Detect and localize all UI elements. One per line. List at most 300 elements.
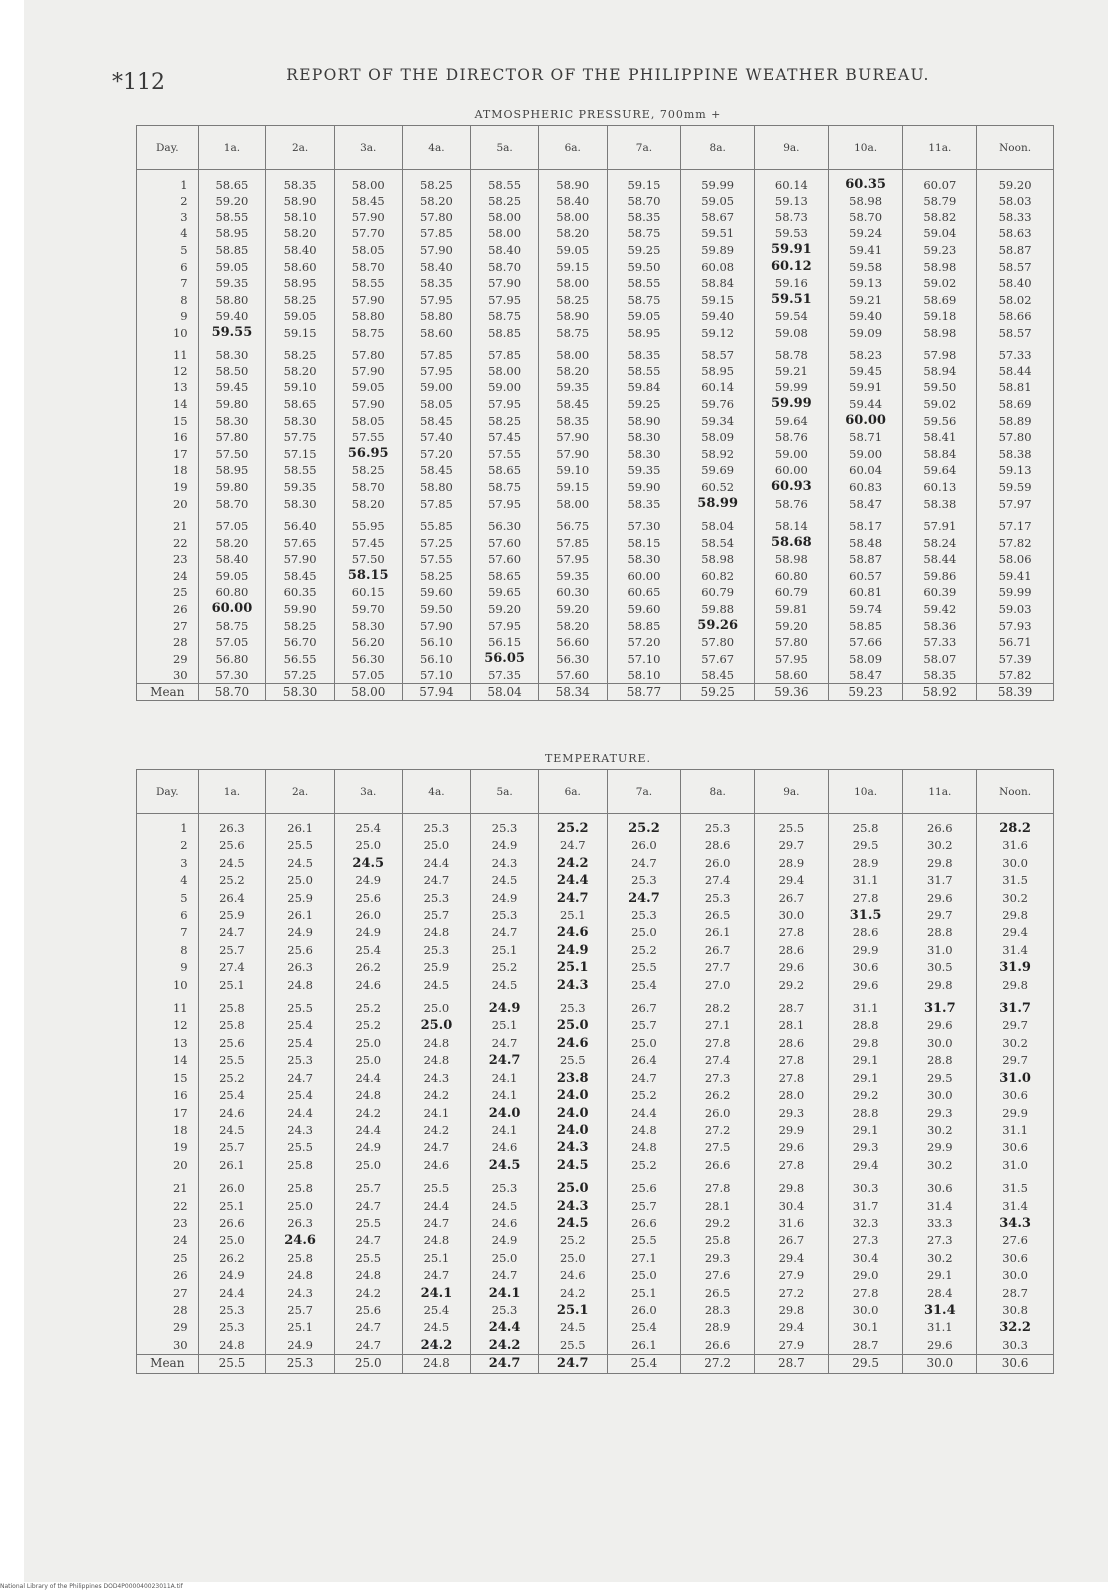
value-cell: 58.30 bbox=[198, 341, 266, 363]
value-cell: 58.45 bbox=[681, 667, 755, 684]
value-cell: 31.6 bbox=[755, 1215, 829, 1232]
value-cell: 57.05 bbox=[198, 634, 266, 650]
value-cell: 25.2 bbox=[607, 942, 681, 959]
value-cell: 56.70 bbox=[266, 634, 335, 650]
hour-column-header: 7a. bbox=[607, 126, 681, 170]
day-cell: 3 bbox=[137, 209, 199, 225]
value-cell: 58.04 bbox=[681, 512, 755, 534]
table-row bbox=[137, 1087, 1054, 1104]
page-number: *112 bbox=[112, 70, 165, 95]
value-cell: 58.60 bbox=[266, 258, 335, 275]
table-row bbox=[137, 395, 1054, 412]
hour-column-header: Noon. bbox=[977, 770, 1054, 814]
day-cell: 23 bbox=[137, 551, 199, 567]
table-row bbox=[137, 495, 1054, 512]
value-cell: 28.0 bbox=[755, 1087, 829, 1104]
value-cell: 58.30 bbox=[607, 445, 681, 462]
value-cell: 59.21 bbox=[828, 291, 903, 308]
value-cell: 25.5 bbox=[334, 1215, 402, 1232]
value-cell: 25.4 bbox=[402, 1302, 471, 1319]
value-cell: 31.1 bbox=[977, 1122, 1054, 1139]
extreme-value: 24.1 bbox=[420, 1285, 453, 1301]
value-cell: 29.1 bbox=[903, 1267, 977, 1284]
value-cell bbox=[538, 1017, 607, 1034]
value-cell: 30.4 bbox=[828, 1250, 903, 1267]
value-cell: 25.0 bbox=[538, 1250, 607, 1267]
table-row bbox=[137, 1319, 1054, 1336]
value-cell: 58.35 bbox=[402, 275, 471, 291]
extreme-value: 24.5 bbox=[556, 1157, 589, 1173]
value-cell: 58.57 bbox=[681, 341, 755, 363]
value-cell: 58.00 bbox=[538, 275, 607, 291]
value-cell: 24.7 bbox=[402, 1139, 471, 1156]
value-cell: 25.4 bbox=[334, 942, 402, 959]
value-cell: 59.24 bbox=[828, 225, 903, 241]
value-cell: 26.6 bbox=[607, 1215, 681, 1232]
value-cell: 24.1 bbox=[471, 1087, 539, 1104]
value-cell: 26.6 bbox=[681, 1157, 755, 1174]
value-cell: 25.0 bbox=[607, 1267, 681, 1284]
value-cell: 27.6 bbox=[977, 1232, 1054, 1249]
day-cell: 30 bbox=[137, 1337, 199, 1355]
value-cell: 59.50 bbox=[607, 258, 681, 275]
table-row bbox=[137, 241, 1054, 258]
value-cell: 59.13 bbox=[828, 275, 903, 291]
day-cell: 23 bbox=[137, 1215, 199, 1232]
value-cell: 25.7 bbox=[402, 907, 471, 924]
table-row bbox=[137, 258, 1054, 275]
value-cell: 30.0 bbox=[977, 1267, 1054, 1284]
value-cell: 25.7 bbox=[198, 1139, 266, 1156]
value-cell: 24.5 bbox=[402, 977, 471, 994]
value-cell: 27.8 bbox=[681, 1174, 755, 1197]
value-cell: 26.0 bbox=[681, 855, 755, 872]
value-cell: 60.79 bbox=[681, 584, 755, 600]
hour-column-header: 7a. bbox=[607, 770, 681, 814]
value-cell bbox=[755, 258, 829, 275]
day-cell: 15 bbox=[137, 1070, 199, 1087]
value-cell bbox=[903, 994, 977, 1017]
mean-value: 29.5 bbox=[828, 1355, 903, 1373]
value-cell: 25.8 bbox=[266, 1157, 335, 1174]
extreme-value: 25.0 bbox=[420, 1018, 453, 1034]
value-cell: 58.05 bbox=[334, 241, 402, 258]
extreme-value: 24.7 bbox=[556, 890, 589, 906]
day-cell: 12 bbox=[137, 1017, 199, 1034]
value-cell: 24.7 bbox=[471, 924, 539, 941]
value-cell: 25.4 bbox=[334, 814, 402, 838]
value-cell: 58.38 bbox=[903, 495, 977, 512]
value-cell: 28.9 bbox=[755, 855, 829, 872]
value-cell: 29.6 bbox=[755, 959, 829, 976]
value-cell: 29.7 bbox=[977, 1052, 1054, 1069]
value-cell: 29.4 bbox=[755, 1250, 829, 1267]
value-cell: 24.7 bbox=[334, 1198, 402, 1215]
value-cell: 59.69 bbox=[681, 462, 755, 478]
value-cell bbox=[828, 170, 903, 194]
value-cell: 24.6 bbox=[334, 977, 402, 994]
table-row bbox=[137, 170, 1054, 194]
day-cell: 29 bbox=[137, 1319, 199, 1336]
value-cell: 59.80 bbox=[198, 395, 266, 412]
value-cell: 31.4 bbox=[903, 1198, 977, 1215]
hour-column-header: 8a. bbox=[681, 770, 755, 814]
value-cell: 57.60 bbox=[538, 667, 607, 684]
value-cell: 58.25 bbox=[266, 341, 335, 363]
value-cell: 25.4 bbox=[266, 1087, 335, 1104]
value-cell: 25.5 bbox=[266, 837, 335, 854]
value-cell bbox=[471, 1105, 539, 1122]
table-row bbox=[137, 994, 1054, 1017]
value-cell: 58.80 bbox=[402, 308, 471, 324]
value-cell: 58.75 bbox=[538, 324, 607, 341]
day-cell: 18 bbox=[137, 1122, 199, 1139]
value-cell: 58.36 bbox=[903, 617, 977, 634]
temperature-header-row bbox=[137, 770, 1054, 814]
value-cell: 57.35 bbox=[471, 667, 539, 684]
value-cell: 25.1 bbox=[471, 1017, 539, 1034]
value-cell: 59.00 bbox=[402, 379, 471, 395]
value-cell: 58.44 bbox=[903, 551, 977, 567]
value-cell: 24.2 bbox=[402, 1087, 471, 1104]
value-cell: 24.7 bbox=[198, 924, 266, 941]
value-cell: 25.1 bbox=[266, 1319, 335, 1336]
day-cell: 25 bbox=[137, 1250, 199, 1267]
value-cell: 58.15 bbox=[607, 534, 681, 551]
hour-column-header: 4a. bbox=[402, 126, 471, 170]
value-cell: 58.45 bbox=[402, 462, 471, 478]
value-cell: 25.6 bbox=[607, 1174, 681, 1197]
value-cell: 57.50 bbox=[334, 551, 402, 567]
mean-value bbox=[538, 1355, 607, 1373]
value-cell: 28.8 bbox=[828, 1105, 903, 1122]
table-row bbox=[137, 379, 1054, 395]
value-cell: 57.50 bbox=[198, 445, 266, 462]
value-cell: 24.4 bbox=[334, 1070, 402, 1087]
extreme-value: 24.5 bbox=[488, 1157, 521, 1173]
hour-column-header: 2a. bbox=[266, 126, 335, 170]
day-cell: 7 bbox=[137, 924, 199, 941]
table-row bbox=[137, 308, 1054, 324]
value-cell: 58.47 bbox=[828, 667, 903, 684]
value-cell: 57.20 bbox=[607, 634, 681, 650]
day-cell: 21 bbox=[137, 512, 199, 534]
mean-value: 59.23 bbox=[828, 684, 903, 701]
table-row bbox=[137, 1285, 1054, 1302]
value-cell bbox=[538, 855, 607, 872]
value-cell: 31.7 bbox=[828, 1198, 903, 1215]
pressure-header-row bbox=[137, 126, 1054, 170]
day-cell: 10 bbox=[137, 324, 199, 341]
extreme-value: 60.93 bbox=[771, 479, 812, 494]
value-cell: 59.15 bbox=[538, 478, 607, 495]
value-cell: 60.83 bbox=[828, 478, 903, 495]
value-cell bbox=[334, 445, 402, 462]
value-cell: 31.0 bbox=[977, 1157, 1054, 1174]
value-cell: 29.8 bbox=[977, 907, 1054, 924]
value-cell: 57.90 bbox=[334, 209, 402, 225]
day-cell: 6 bbox=[137, 907, 199, 924]
value-cell: 24.7 bbox=[607, 1070, 681, 1087]
mean-value: 25.5 bbox=[198, 1355, 266, 1373]
value-cell: 58.40 bbox=[977, 275, 1054, 291]
extreme-value: 24.3 bbox=[556, 1198, 589, 1214]
value-cell: 58.71 bbox=[828, 429, 903, 445]
value-cell: 26.5 bbox=[681, 907, 755, 924]
value-cell: 24.5 bbox=[538, 1319, 607, 1336]
extreme-value: 24.6 bbox=[556, 925, 589, 941]
value-cell: 58.45 bbox=[266, 567, 335, 584]
value-cell: 58.47 bbox=[828, 495, 903, 512]
value-cell: 59.02 bbox=[903, 275, 977, 291]
value-cell: 57.20 bbox=[402, 445, 471, 462]
value-cell: 59.15 bbox=[681, 291, 755, 308]
value-cell bbox=[334, 855, 402, 872]
mean-value: 59.36 bbox=[755, 684, 829, 701]
value-cell: 60.14 bbox=[681, 379, 755, 395]
value-cell: 29.8 bbox=[903, 855, 977, 872]
table-row bbox=[137, 1215, 1054, 1232]
mean-value: 57.94 bbox=[402, 684, 471, 701]
table-row bbox=[137, 977, 1054, 994]
value-cell: 58.70 bbox=[334, 478, 402, 495]
value-cell: 58.79 bbox=[903, 193, 977, 209]
value-cell: 59.05 bbox=[607, 308, 681, 324]
day-cell: 30 bbox=[137, 667, 199, 684]
value-cell: 59.65 bbox=[471, 584, 539, 600]
value-cell: 24.5 bbox=[471, 1198, 539, 1215]
table-row bbox=[137, 814, 1054, 838]
value-cell: 58.44 bbox=[977, 363, 1054, 379]
value-cell: 60.82 bbox=[681, 567, 755, 584]
day-cell: 24 bbox=[137, 1232, 199, 1249]
table-row bbox=[137, 429, 1054, 445]
value-cell: 29.6 bbox=[755, 1139, 829, 1156]
day-cell: 27 bbox=[137, 617, 199, 634]
mean-label: Mean bbox=[137, 684, 199, 701]
value-cell: 57.95 bbox=[538, 551, 607, 567]
value-cell: 30.1 bbox=[828, 1319, 903, 1336]
value-cell: 59.35 bbox=[538, 567, 607, 584]
value-cell: 30.2 bbox=[903, 1157, 977, 1174]
value-cell: 25.3 bbox=[402, 942, 471, 959]
value-cell: 57.95 bbox=[471, 395, 539, 412]
value-cell bbox=[538, 942, 607, 959]
value-cell: 58.55 bbox=[607, 275, 681, 291]
value-cell: 60.07 bbox=[903, 170, 977, 194]
value-cell: 58.20 bbox=[334, 495, 402, 512]
value-cell: 24.9 bbox=[198, 1267, 266, 1284]
mean-value: 27.2 bbox=[681, 1355, 755, 1373]
value-cell bbox=[538, 1198, 607, 1215]
value-cell: 58.38 bbox=[977, 445, 1054, 462]
hour-column-header: 3a. bbox=[334, 770, 402, 814]
table-row bbox=[137, 1070, 1054, 1087]
value-cell: 25.7 bbox=[607, 1198, 681, 1215]
value-cell bbox=[471, 1052, 539, 1069]
value-cell: 59.58 bbox=[828, 258, 903, 275]
value-cell: 27.6 bbox=[681, 1267, 755, 1284]
value-cell: 59.91 bbox=[828, 379, 903, 395]
value-cell: 24.2 bbox=[538, 1285, 607, 1302]
day-cell: 22 bbox=[137, 534, 199, 551]
table-row bbox=[137, 1198, 1054, 1215]
table-row bbox=[137, 1250, 1054, 1267]
value-cell: 28.7 bbox=[828, 1337, 903, 1355]
value-cell: 58.40 bbox=[198, 551, 266, 567]
hour-column-header: 5a. bbox=[471, 770, 539, 814]
value-cell: 59.10 bbox=[538, 462, 607, 478]
value-cell: 58.50 bbox=[198, 363, 266, 379]
value-cell: 24.3 bbox=[471, 855, 539, 872]
value-cell: 28.2 bbox=[681, 994, 755, 1017]
value-cell: 59.56 bbox=[903, 412, 977, 429]
value-cell: 29.8 bbox=[828, 1035, 903, 1052]
value-cell: 58.45 bbox=[402, 412, 471, 429]
value-cell: 27.3 bbox=[828, 1232, 903, 1249]
value-cell: 25.8 bbox=[266, 1250, 335, 1267]
extreme-value: 24.7 bbox=[628, 890, 660, 906]
value-cell: 27.8 bbox=[755, 924, 829, 941]
value-cell: 26.6 bbox=[198, 1215, 266, 1232]
value-cell: 25.7 bbox=[198, 942, 266, 959]
value-cell: 24.8 bbox=[607, 1139, 681, 1156]
value-cell: 59.20 bbox=[977, 170, 1054, 194]
value-cell: 30.6 bbox=[828, 959, 903, 976]
value-cell: 24.8 bbox=[266, 977, 335, 994]
table-row bbox=[137, 837, 1054, 854]
value-cell: 57.97 bbox=[977, 495, 1054, 512]
value-cell: 57.85 bbox=[538, 534, 607, 551]
value-cell: 60.14 bbox=[755, 170, 829, 194]
value-cell: 59.89 bbox=[681, 241, 755, 258]
value-cell: 57.67 bbox=[681, 650, 755, 667]
value-cell: 25.2 bbox=[607, 1087, 681, 1104]
value-cell: 59.15 bbox=[538, 258, 607, 275]
value-cell: 29.6 bbox=[903, 1017, 977, 1034]
value-cell: 60.00 bbox=[607, 567, 681, 584]
value-cell: 29.0 bbox=[828, 1267, 903, 1284]
value-cell: 30.2 bbox=[903, 1250, 977, 1267]
value-cell: 58.10 bbox=[607, 667, 681, 684]
value-cell: 58.40 bbox=[538, 193, 607, 209]
value-cell: 59.50 bbox=[903, 379, 977, 395]
mean-value: 24.8 bbox=[402, 1355, 471, 1373]
value-cell: 28.8 bbox=[903, 1052, 977, 1069]
value-cell: 58.76 bbox=[755, 495, 829, 512]
value-cell: 58.95 bbox=[266, 275, 335, 291]
value-cell: 24.4 bbox=[334, 1122, 402, 1139]
value-cell bbox=[977, 1319, 1054, 1336]
value-cell: 59.03 bbox=[977, 600, 1054, 617]
value-cell: 25.2 bbox=[198, 872, 266, 889]
table-row bbox=[137, 855, 1054, 872]
value-cell: 29.6 bbox=[828, 977, 903, 994]
value-cell: 24.5 bbox=[198, 855, 266, 872]
value-cell: 27.4 bbox=[681, 1052, 755, 1069]
value-cell: 57.85 bbox=[402, 225, 471, 241]
value-cell: 25.4 bbox=[266, 1035, 335, 1052]
value-cell: 59.05 bbox=[266, 308, 335, 324]
value-cell: 59.53 bbox=[755, 225, 829, 241]
value-cell: 24.8 bbox=[402, 1232, 471, 1249]
value-cell: 24.7 bbox=[402, 872, 471, 889]
day-cell: 26 bbox=[137, 600, 199, 617]
value-cell: 57.90 bbox=[402, 617, 471, 634]
day-cell: 9 bbox=[137, 308, 199, 324]
value-cell: 56.15 bbox=[471, 634, 539, 650]
value-cell: 24.2 bbox=[334, 1105, 402, 1122]
value-cell: 58.98 bbox=[828, 193, 903, 209]
value-cell: 58.09 bbox=[828, 650, 903, 667]
value-cell: 57.25 bbox=[266, 667, 335, 684]
table-row bbox=[137, 872, 1054, 889]
value-cell: 24.4 bbox=[402, 855, 471, 872]
value-cell: 59.35 bbox=[198, 275, 266, 291]
day-cell: 29 bbox=[137, 650, 199, 667]
value-cell: 24.9 bbox=[471, 1232, 539, 1249]
value-cell: 58.35 bbox=[607, 209, 681, 225]
value-cell: 31.1 bbox=[828, 872, 903, 889]
table-row bbox=[137, 1337, 1054, 1355]
value-cell: 31.6 bbox=[977, 837, 1054, 854]
value-cell: 58.73 bbox=[755, 209, 829, 225]
mean-value: 58.34 bbox=[538, 684, 607, 701]
value-cell: 57.90 bbox=[471, 275, 539, 291]
value-cell: 24.9 bbox=[471, 890, 539, 907]
value-cell: 58.30 bbox=[607, 551, 681, 567]
hour-column-header: 11a. bbox=[903, 770, 977, 814]
value-cell: 59.99 bbox=[977, 584, 1054, 600]
extreme-value: 31.0 bbox=[999, 1070, 1031, 1086]
value-cell: 58.25 bbox=[471, 412, 539, 429]
value-cell: 29.5 bbox=[903, 1070, 977, 1087]
value-cell: 26.3 bbox=[198, 814, 266, 838]
extreme-value: 31.4 bbox=[923, 1302, 956, 1318]
day-cell: 17 bbox=[137, 445, 199, 462]
day-cell: 11 bbox=[137, 994, 199, 1017]
value-cell: 24.6 bbox=[402, 1157, 471, 1174]
value-cell: 58.80 bbox=[402, 478, 471, 495]
value-cell: 58.35 bbox=[538, 412, 607, 429]
value-cell: 25.3 bbox=[402, 814, 471, 838]
day-cell: 21 bbox=[137, 1174, 199, 1197]
day-cell: 28 bbox=[137, 634, 199, 650]
value-cell: 58.30 bbox=[334, 617, 402, 634]
value-cell: 29.5 bbox=[828, 837, 903, 854]
value-cell: 60.80 bbox=[755, 567, 829, 584]
extreme-value: 24.0 bbox=[556, 1088, 589, 1104]
value-cell: 26.4 bbox=[607, 1052, 681, 1069]
day-cell: 1 bbox=[137, 814, 199, 838]
day-cell: 24 bbox=[137, 567, 199, 584]
value-cell: 28.9 bbox=[828, 855, 903, 872]
value-cell: 25.2 bbox=[198, 1070, 266, 1087]
value-cell: 24.8 bbox=[334, 1087, 402, 1104]
table-row bbox=[137, 1157, 1054, 1174]
extreme-value: 59.51 bbox=[771, 292, 812, 307]
value-cell: 25.3 bbox=[471, 1174, 539, 1197]
value-cell bbox=[266, 1232, 335, 1249]
value-cell: 59.90 bbox=[607, 478, 681, 495]
value-cell: 59.64 bbox=[755, 412, 829, 429]
table-row bbox=[137, 907, 1054, 924]
value-cell: 30.3 bbox=[828, 1174, 903, 1197]
value-cell: 25.0 bbox=[334, 1035, 402, 1052]
day-cell: 26 bbox=[137, 1267, 199, 1284]
table-row bbox=[137, 959, 1054, 976]
value-cell: 25.5 bbox=[755, 814, 829, 838]
